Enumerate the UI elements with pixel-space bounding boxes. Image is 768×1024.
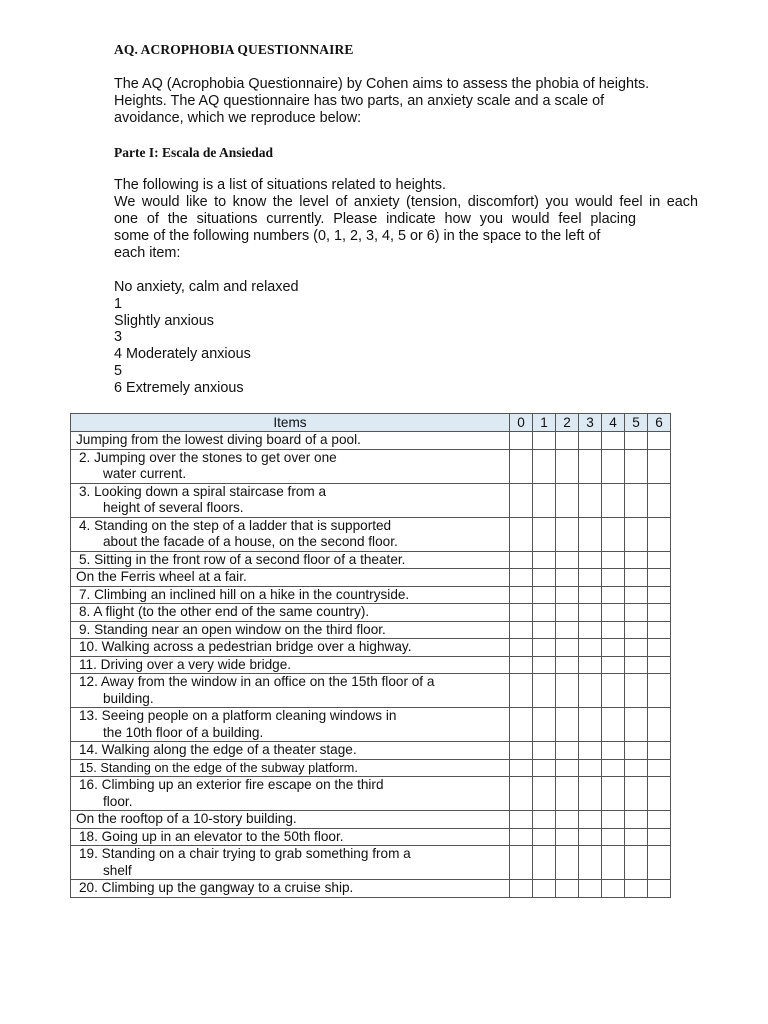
item-line: 14. Walking along the edge of a theater stage. <box>79 742 357 757</box>
table-row <box>71 880 671 898</box>
score-cell[interactable] <box>510 569 533 587</box>
table-row <box>71 432 671 450</box>
items-column-header: Items <box>71 414 510 432</box>
score-cell[interactable] <box>533 432 556 450</box>
item-text <box>71 656 510 674</box>
score-cell[interactable] <box>579 483 602 517</box>
score-cell[interactable] <box>579 828 602 846</box>
score-cell[interactable] <box>602 777 625 811</box>
score-cell[interactable] <box>556 674 579 708</box>
score-cell[interactable] <box>510 483 533 517</box>
item-line-continued: water current. <box>103 466 187 481</box>
item-line: 8. A flight (to the other end of the same country). <box>79 604 370 619</box>
score-cell[interactable] <box>533 621 556 639</box>
instruction-line: We would like to know the level of anxiety (tension, discomfort) you would feel in each <box>114 194 698 210</box>
scale-entry: 5 <box>114 362 123 379</box>
instruction-line: some of the following numbers (0, 1, 2, 3, 4, 5 or 6) in the space to the left of <box>114 228 601 244</box>
item-line-continued: building. <box>103 690 154 706</box>
score-cell[interactable] <box>556 432 579 450</box>
score-cell[interactable] <box>579 880 602 898</box>
score-cell[interactable] <box>510 811 533 829</box>
item-text <box>71 432 510 450</box>
score-cell[interactable] <box>648 674 671 708</box>
table-row <box>71 604 671 622</box>
item-line: 9. Standing near an open window on the third floor. <box>79 621 386 637</box>
item-line-continued: the 10th floor of a building. <box>103 724 264 740</box>
score-cell[interactable] <box>510 880 533 898</box>
score-cell[interactable] <box>556 708 579 742</box>
score-cell[interactable] <box>510 621 533 639</box>
score-cell[interactable] <box>602 811 625 829</box>
score-cell[interactable] <box>556 449 579 483</box>
score-cell[interactable] <box>602 656 625 674</box>
score-cell[interactable] <box>602 604 625 622</box>
score-cell[interactable] <box>533 483 556 517</box>
score-cell[interactable] <box>533 517 556 551</box>
item-line: 20. Climbing up the gangway to a cruise ship. <box>79 880 354 895</box>
score-cell[interactable] <box>510 674 533 708</box>
item-line: On the rooftop of a 10-story building. <box>76 811 297 826</box>
score-cell[interactable] <box>579 449 602 483</box>
item-text <box>71 551 510 569</box>
table-row <box>71 759 671 777</box>
score-cell[interactable] <box>533 639 556 657</box>
score-cell[interactable] <box>648 880 671 898</box>
score-cell[interactable] <box>648 449 671 483</box>
score-cell[interactable] <box>602 551 625 569</box>
score-cell[interactable] <box>579 759 602 777</box>
score-column-header: 4 <box>602 414 625 432</box>
item-line-continued: height of several floors. <box>103 500 244 515</box>
item-text <box>71 483 510 517</box>
score-cell[interactable] <box>579 432 602 450</box>
anxiety-scale-legend <box>114 279 299 397</box>
score-cell[interactable] <box>510 656 533 674</box>
score-cell[interactable] <box>625 742 648 760</box>
scale-entry: No anxiety, calm and relaxed <box>114 279 299 295</box>
score-cell[interactable] <box>510 551 533 569</box>
score-cell[interactable] <box>602 880 625 898</box>
score-cell[interactable] <box>602 708 625 742</box>
table-row <box>71 517 671 551</box>
item-line: 16. Climbing up an exterior fire escape on the third <box>79 777 384 792</box>
score-cell[interactable] <box>602 759 625 777</box>
score-cell[interactable] <box>625 483 648 517</box>
score-cell[interactable] <box>510 777 533 811</box>
score-cell[interactable] <box>533 674 556 708</box>
item-line: 11. Driving over a very wide bridge. <box>79 656 292 672</box>
table-row <box>71 483 671 517</box>
score-cell[interactable] <box>579 517 602 551</box>
table-row <box>71 708 671 742</box>
score-cell[interactable] <box>533 569 556 587</box>
table-row <box>71 742 671 760</box>
score-cell[interactable] <box>556 811 579 829</box>
item-line-continued: shelf <box>103 862 132 878</box>
score-cell[interactable] <box>602 517 625 551</box>
score-cell[interactable] <box>556 586 579 604</box>
score-column-header: 6 <box>648 414 671 432</box>
score-column-header: 3 <box>579 414 602 432</box>
score-cell[interactable] <box>510 742 533 760</box>
instruction-line: each item: <box>114 245 181 261</box>
score-cell[interactable] <box>556 880 579 898</box>
score-cell[interactable] <box>579 586 602 604</box>
item-text <box>71 759 510 777</box>
score-cell[interactable] <box>533 828 556 846</box>
score-cell[interactable] <box>648 656 671 674</box>
document-title: AQ. ACROPHOBIA QUESTIONNAIRE <box>114 42 354 57</box>
item-text <box>71 449 510 483</box>
table-row <box>71 449 671 483</box>
score-cell[interactable] <box>510 432 533 450</box>
score-column-header: 2 <box>556 414 579 432</box>
score-column-header: 5 <box>625 414 648 432</box>
item-line: 18. Going up in an elevator to the 50th floor. <box>79 828 344 844</box>
score-cell[interactable] <box>648 742 671 760</box>
score-cell[interactable] <box>648 846 671 880</box>
score-cell[interactable] <box>648 708 671 742</box>
score-cell[interactable] <box>625 674 648 708</box>
score-cell[interactable] <box>533 551 556 569</box>
item-text <box>71 777 510 811</box>
score-cell[interactable] <box>556 656 579 674</box>
score-cell[interactable] <box>625 811 648 829</box>
score-cell[interactable] <box>602 569 625 587</box>
score-cell[interactable] <box>602 639 625 657</box>
item-line: 19. Standing on a chair trying to grab something from a <box>79 846 411 861</box>
score-cell[interactable] <box>579 639 602 657</box>
table-row <box>71 639 671 657</box>
score-cell[interactable] <box>648 586 671 604</box>
score-cell[interactable] <box>625 656 648 674</box>
score-cell[interactable] <box>648 828 671 846</box>
item-line: On the Ferris wheel at a fair. <box>76 569 247 584</box>
score-column-header: 0 <box>510 414 533 432</box>
score-cell[interactable] <box>625 759 648 777</box>
item-line-continued: floor. <box>103 793 133 809</box>
item-line: 10. Walking across a pedestrian bridge over a highway. <box>79 639 412 654</box>
item-text <box>71 828 510 846</box>
table-header-row <box>71 414 671 432</box>
score-cell[interactable] <box>579 674 602 708</box>
intro-line: Heights. The AQ questionnaire has two parts, an anxiety scale and a scale of <box>114 93 605 109</box>
table-row <box>71 551 671 569</box>
score-cell[interactable] <box>625 569 648 587</box>
table-row <box>71 569 671 587</box>
score-cell[interactable] <box>648 777 671 811</box>
score-cell[interactable] <box>579 708 602 742</box>
item-line: 15. Standing on the edge of the subway platform. <box>79 759 358 775</box>
score-cell[interactable] <box>533 759 556 777</box>
score-cell[interactable] <box>579 777 602 811</box>
score-cell[interactable] <box>533 708 556 742</box>
item-text <box>71 517 510 551</box>
score-cell[interactable] <box>648 639 671 657</box>
score-cell[interactable] <box>625 880 648 898</box>
score-cell[interactable] <box>602 828 625 846</box>
score-cell[interactable] <box>510 604 533 622</box>
score-cell[interactable] <box>579 656 602 674</box>
score-cell[interactable] <box>602 742 625 760</box>
score-cell[interactable] <box>602 483 625 517</box>
instruction-line: one of the situations currently. Please indicate how you would feel placing <box>114 211 636 227</box>
score-cell[interactable] <box>625 551 648 569</box>
score-cell[interactable] <box>510 586 533 604</box>
score-cell[interactable] <box>579 621 602 639</box>
item-text <box>71 742 510 760</box>
item-line: 12. Away from the window in an office on the 15th floor of a <box>79 674 435 689</box>
item-text <box>71 586 510 604</box>
score-cell[interactable] <box>556 639 579 657</box>
score-cell[interactable] <box>510 517 533 551</box>
item-text <box>71 621 510 639</box>
scale-entry: 6 Extremely anxious <box>114 379 244 396</box>
instructions-paragraph <box>114 177 698 262</box>
item-text <box>71 811 510 829</box>
item-text <box>71 604 510 622</box>
score-cell[interactable] <box>556 777 579 811</box>
score-cell[interactable] <box>533 777 556 811</box>
score-cell[interactable] <box>602 846 625 880</box>
score-cell[interactable] <box>556 828 579 846</box>
score-cell[interactable] <box>648 604 671 622</box>
score-cell[interactable] <box>625 846 648 880</box>
score-cell[interactable] <box>648 569 671 587</box>
score-cell[interactable] <box>533 880 556 898</box>
score-cell[interactable] <box>533 586 556 604</box>
table-row <box>71 846 671 880</box>
score-cell[interactable] <box>556 517 579 551</box>
part-heading: Parte I: Escala de Ansiedad <box>114 145 274 160</box>
score-cell[interactable] <box>556 604 579 622</box>
score-cell[interactable] <box>510 639 533 657</box>
instruction-line: The following is a list of situations related to heights. <box>114 177 446 193</box>
item-line: 2. Jumping over the stones to get over one <box>79 449 337 465</box>
score-cell[interactable] <box>625 517 648 551</box>
score-cell[interactable] <box>648 759 671 777</box>
score-cell[interactable] <box>648 483 671 517</box>
score-cell[interactable] <box>625 621 648 639</box>
scale-entry: Slightly anxious <box>114 312 214 329</box>
score-cell[interactable] <box>579 811 602 829</box>
item-text <box>71 639 510 657</box>
item-line-continued: about the facade of a house, on the second floor. <box>103 534 398 549</box>
score-cell[interactable] <box>533 742 556 760</box>
item-text <box>71 569 510 587</box>
score-cell[interactable] <box>510 846 533 880</box>
score-cell[interactable] <box>625 432 648 450</box>
score-cell[interactable] <box>556 569 579 587</box>
score-cell[interactable] <box>579 604 602 622</box>
score-cell[interactable] <box>625 639 648 657</box>
intro-paragraph <box>114 76 698 127</box>
score-cell[interactable] <box>648 432 671 450</box>
score-cell[interactable] <box>579 742 602 760</box>
questionnaire-table <box>70 413 671 898</box>
score-cell[interactable] <box>602 586 625 604</box>
score-cell[interactable] <box>579 569 602 587</box>
score-cell[interactable] <box>510 708 533 742</box>
table-row <box>71 656 671 674</box>
score-cell[interactable] <box>556 742 579 760</box>
score-cell[interactable] <box>579 551 602 569</box>
score-cell[interactable] <box>510 759 533 777</box>
score-cell[interactable] <box>579 846 602 880</box>
table-row <box>71 674 671 708</box>
score-cell[interactable] <box>556 759 579 777</box>
score-cell[interactable] <box>648 517 671 551</box>
score-cell[interactable] <box>625 586 648 604</box>
score-column-header: 1 <box>533 414 556 432</box>
item-line: 5. Sitting in the front row of a second floor of a theater. <box>79 551 406 567</box>
table-row <box>71 621 671 639</box>
score-cell[interactable] <box>625 828 648 846</box>
table-row <box>71 828 671 846</box>
score-cell[interactable] <box>602 621 625 639</box>
score-cell[interactable] <box>625 708 648 742</box>
item-text <box>71 708 510 742</box>
scale-entry: 4 Moderately anxious <box>114 346 251 363</box>
score-cell[interactable] <box>533 846 556 880</box>
item-line: 3. Looking down a spiral staircase from a <box>79 483 327 499</box>
score-cell[interactable] <box>533 604 556 622</box>
score-cell[interactable] <box>602 432 625 450</box>
score-cell[interactable] <box>625 449 648 483</box>
score-cell[interactable] <box>556 483 579 517</box>
item-text <box>71 846 510 880</box>
scale-entry: 1 <box>114 295 123 312</box>
score-cell[interactable] <box>602 674 625 708</box>
score-cell[interactable] <box>556 551 579 569</box>
score-cell[interactable] <box>602 449 625 483</box>
item-line: 4. Standing on the step of a ladder that is supported <box>79 517 392 533</box>
item-line: Jumping from the lowest diving board of a pool. <box>76 432 361 447</box>
score-cell[interactable] <box>648 621 671 639</box>
scale-entry: 3 <box>114 329 123 346</box>
table-row <box>71 586 671 604</box>
score-cell[interactable] <box>533 656 556 674</box>
questionnaire-body <box>71 432 671 898</box>
intro-line: avoidance, which we reproduce below: <box>114 110 362 126</box>
item-text <box>71 674 510 708</box>
score-cell[interactable] <box>556 621 579 639</box>
table-row <box>71 811 671 829</box>
item-text <box>71 880 510 898</box>
score-cell[interactable] <box>625 777 648 811</box>
score-cell[interactable] <box>533 449 556 483</box>
item-line: 13. Seeing people on a platform cleaning windows in <box>79 708 397 723</box>
table-row <box>71 777 671 811</box>
score-cell[interactable] <box>533 811 556 829</box>
score-cell[interactable] <box>556 846 579 880</box>
intro-line: The AQ (Acrophobia Questionnaire) by Cohen aims to assess the phobia of heights. <box>114 76 650 92</box>
item-line: 7. Climbing an inclined hill on a hike in the countryside. <box>79 586 410 602</box>
score-cell[interactable] <box>510 828 533 846</box>
score-cell[interactable] <box>625 604 648 622</box>
score-cell[interactable] <box>648 811 671 829</box>
score-cell[interactable] <box>648 551 671 569</box>
score-cell[interactable] <box>510 449 533 483</box>
